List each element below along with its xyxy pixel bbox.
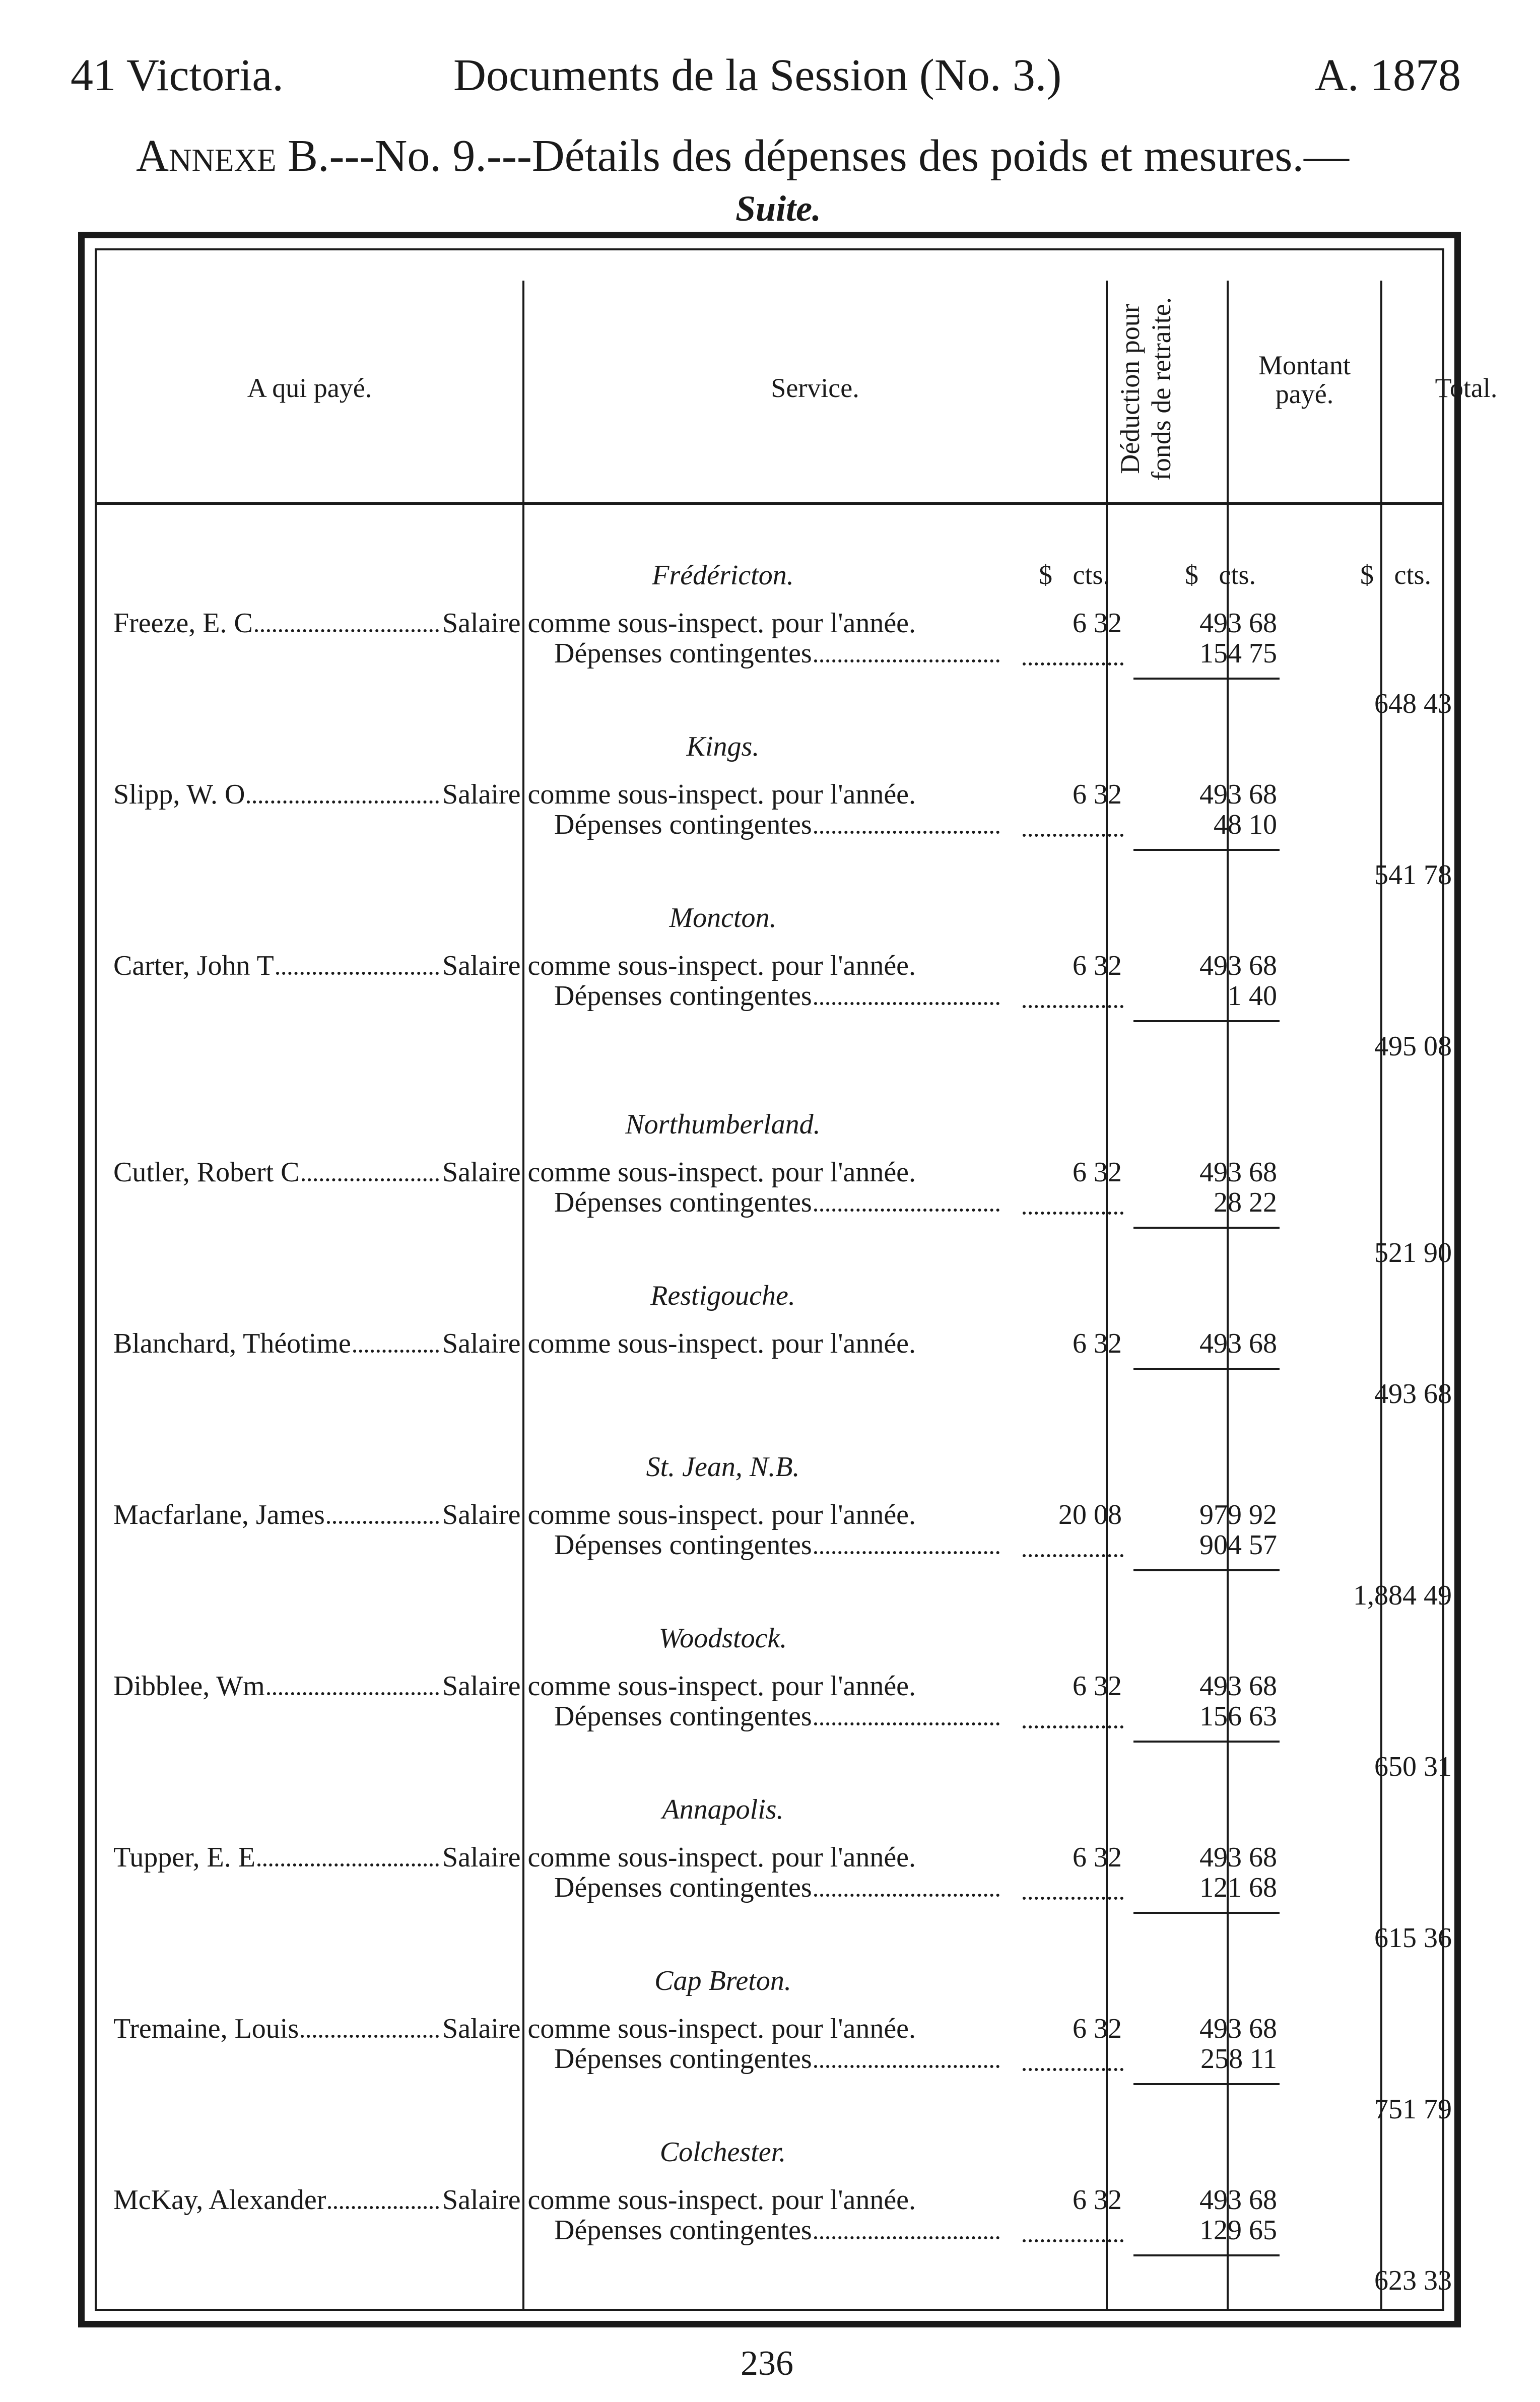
section-heading: St. Jean, N.B.	[646, 1451, 800, 1483]
service-description: Salaire comme sous-inspect. pour l'année.	[442, 1842, 916, 1873]
cents-label: cts.	[1394, 560, 1431, 590]
leader-dots	[353, 1327, 439, 1353]
total-amount: 615 36	[1374, 1922, 1452, 1954]
service-description: Salaire comme sous-inspect. pour l'année.	[442, 1157, 916, 1188]
deduction-amount: 6 32	[1073, 779, 1122, 810]
deduction-blank	[1023, 637, 1123, 665]
sum-rule	[1133, 1741, 1280, 1743]
col-head-montant-line2: payé.	[1275, 378, 1334, 409]
contingent-label	[554, 980, 1001, 1012]
header-rule	[97, 502, 1442, 505]
payee-name-text: Dibblee, Wm	[113, 1671, 265, 1702]
deduction-blank	[1023, 1872, 1123, 1900]
leader-dots	[247, 778, 439, 804]
sum-rule	[1133, 1368, 1280, 1370]
leader-dots	[814, 809, 999, 834]
leader-dots	[276, 950, 439, 975]
section-heading: Kings.	[686, 731, 760, 762]
section-heading: Frédéricton.	[652, 560, 794, 591]
total-amount: 521 90	[1374, 1237, 1452, 1269]
contingent-label	[554, 2043, 1001, 2075]
contingent-label	[554, 1529, 1001, 1561]
contingent-label	[554, 809, 1001, 841]
contingent-label-text: Dépenses contingentes	[554, 2215, 812, 2246]
service-description: Salaire comme sous-inspect. pour l'année.	[442, 2184, 916, 2216]
contingent-amount: 129 65	[1199, 2215, 1277, 2246]
payee-name-text: Tremaine, Louis	[113, 2013, 299, 2044]
total-amount: 493 68	[1374, 1378, 1452, 1410]
col-head-service: Service.	[771, 373, 859, 403]
deduction-amount: 6 32	[1073, 2184, 1122, 2216]
section-heading: Restigouche.	[650, 1280, 795, 1311]
payee-name	[113, 1156, 441, 1188]
title-text: B.---No. 9.---Détails des dépenses des poids et mesures.—	[287, 131, 1349, 181]
payee-name-text: Macfarlane, James	[113, 1499, 325, 1530]
units-montant	[1185, 559, 1256, 590]
cents-label: cts.	[1073, 560, 1110, 590]
section-heading: Cap Breton.	[654, 1965, 791, 1996]
leader-dots	[814, 2214, 999, 2239]
contingent-label-text: Dépenses contingentes	[554, 1529, 812, 1561]
section-heading: Colchester.	[659, 2137, 786, 2168]
payee-name-text: Carter, John T	[113, 950, 274, 981]
salary-amount: 979 92	[1199, 1499, 1277, 1530]
contingent-label	[554, 1872, 1001, 1904]
payee-name-text: Blanchard, Théotime	[113, 1328, 351, 1359]
service-description: Salaire comme sous-inspect. pour l'année.	[442, 2013, 916, 2044]
service-description: Salaire comme sous-inspect. pour l'année.	[442, 950, 916, 981]
leader-dots	[257, 1841, 439, 1866]
service-description: Salaire comme sous-inspect. pour l'année.	[442, 1328, 916, 1359]
payee-name	[113, 1841, 441, 1874]
contingent-amount: 28 22	[1214, 1187, 1277, 1218]
sum-rule	[1133, 849, 1280, 851]
leader-dots	[328, 2184, 439, 2209]
sum-rule	[1133, 1569, 1280, 1571]
col-head-total: Total.	[1435, 373, 1498, 403]
contingent-amount: 154 75	[1199, 638, 1277, 669]
total-amount: 648 43	[1374, 688, 1452, 719]
deduction-amount: 6 32	[1073, 1671, 1122, 1702]
col-head-montant	[1229, 351, 1380, 408]
deduction-amount: 6 32	[1073, 950, 1122, 981]
payee-name	[113, 2013, 441, 2045]
col-head-payee: A qui payé.	[247, 373, 372, 403]
deduction-amount: 6 32	[1073, 1328, 1122, 1359]
sum-rule	[1133, 1020, 1280, 1022]
deduction-amount: 6 32	[1073, 2013, 1122, 2044]
total-amount: 495 08	[1374, 1031, 1452, 1062]
col-head-deduction-line2: fonds de retraite.	[1146, 297, 1177, 481]
page-number: 236	[741, 2344, 793, 2383]
units-total	[1360, 559, 1431, 590]
section-heading: Moncton.	[669, 902, 777, 933]
leader-dots	[814, 1186, 999, 1212]
contingent-label	[554, 1700, 1001, 1732]
service-description: Salaire comme sous-inspect. pour l'année.	[442, 1671, 916, 1702]
payee-name	[113, 1670, 441, 1702]
deduction-amount: 20 08	[1058, 1499, 1122, 1530]
contingent-label	[554, 1186, 1001, 1219]
service-description: Salaire comme sous-inspect. pour l'année.	[442, 608, 916, 639]
deduction-blank	[1023, 2043, 1123, 2071]
total-amount: 650 31	[1374, 1751, 1452, 1782]
salary-amount: 493 68	[1199, 950, 1277, 981]
leader-dots	[814, 1529, 999, 1554]
leader-dots	[302, 1156, 439, 1181]
service-description: Salaire comme sous-inspect. pour l'année.	[442, 779, 916, 810]
deduction-amount: 6 32	[1073, 1157, 1122, 1188]
leader-dots	[267, 1670, 439, 1695]
salary-amount: 493 68	[1199, 2013, 1277, 2044]
deduction-blank	[1023, 1186, 1123, 1215]
deduction-amount: 6 32	[1073, 608, 1122, 639]
contingent-label-text: Dépenses contingentes	[554, 1701, 812, 1732]
payee-name-text: Tupper, E. E	[113, 1842, 255, 1873]
deduction-blank	[1023, 980, 1123, 1008]
sum-rule	[1133, 2254, 1280, 2256]
deduction-blank	[1023, 1529, 1123, 1557]
sum-rule	[1133, 1227, 1280, 1229]
contingent-label	[554, 2214, 1001, 2246]
section-heading: Northumberland.	[625, 1109, 821, 1140]
payee-name	[113, 1499, 441, 1531]
contingent-label-text: Dépenses contingentes	[554, 980, 812, 1012]
col-head-montant-line1: Montant	[1258, 350, 1351, 380]
service-description: Salaire comme sous-inspect. pour l'année.	[442, 1499, 916, 1530]
salary-amount: 493 68	[1199, 779, 1277, 810]
title-suite: Suite.	[735, 188, 822, 229]
deduction-amount: 6 32	[1073, 1842, 1122, 1873]
leader-dots	[255, 607, 439, 632]
leader-dots	[814, 980, 999, 1005]
total-amount: 751 79	[1374, 2094, 1452, 2125]
cents-label: cts.	[1219, 560, 1256, 590]
leader-dots	[814, 637, 999, 662]
deduction-blank	[1023, 2214, 1123, 2242]
contingent-amount: 48 10	[1214, 809, 1277, 840]
total-amount: 541 78	[1374, 859, 1452, 891]
section-heading: Woodstock.	[658, 1623, 787, 1654]
contingent-label-text: Dépenses contingentes	[554, 1872, 812, 1903]
dollar-sign: $	[1360, 560, 1374, 590]
payee-name	[113, 2184, 441, 2216]
contingent-amount: 904 57	[1199, 1529, 1277, 1561]
contingent-amount: 121 68	[1199, 1872, 1277, 1903]
units-deduction	[1039, 559, 1110, 590]
contingent-label-text: Dépenses contingentes	[554, 638, 812, 669]
sum-rule	[1133, 678, 1280, 680]
section-heading: Annapolis.	[662, 1794, 784, 1825]
title-annexe: Annexe	[136, 131, 277, 181]
total-amount: 1,884 49	[1353, 1580, 1452, 1611]
payee-name-text: McKay, Alexander	[113, 2184, 326, 2216]
leader-dots	[814, 2043, 999, 2068]
contingent-label	[554, 637, 1001, 670]
leader-dots	[814, 1872, 999, 1897]
leader-dots	[814, 1700, 999, 1725]
salary-amount: 493 68	[1199, 1328, 1277, 1359]
payee-name	[113, 950, 441, 982]
dollar-sign: $	[1185, 560, 1198, 590]
header-left: 41 Victoria.	[71, 50, 284, 100]
payee-name	[113, 607, 441, 639]
sum-rule	[1133, 1912, 1280, 1914]
page-title	[136, 131, 1349, 181]
salary-amount: 493 68	[1199, 1157, 1277, 1188]
header-center: Documents de la Session (No. 3.)	[453, 50, 1062, 100]
salary-amount: 493 68	[1199, 2184, 1277, 2216]
sum-rule	[1133, 2083, 1280, 2085]
salary-amount: 493 68	[1199, 608, 1277, 639]
salary-amount: 493 68	[1199, 1671, 1277, 1702]
total-amount: 623 33	[1374, 2265, 1452, 2296]
contingent-amount: 156 63	[1199, 1701, 1277, 1732]
contingent-amount: 1 40	[1228, 980, 1277, 1012]
payee-name-text: Cutler, Robert C	[113, 1157, 300, 1188]
contingent-label-text: Dépenses contingentes	[554, 2043, 812, 2075]
contingent-label-text: Dépenses contingentes	[554, 809, 812, 840]
col-head-deduction-line1: Déduction pour	[1115, 304, 1145, 474]
header-right: A. 1878	[1315, 50, 1461, 100]
col-head-deduction	[1114, 276, 1177, 502]
contingent-label-text: Dépenses contingentes	[554, 1187, 812, 1218]
leader-dots	[301, 2013, 439, 2038]
deduction-blank	[1023, 809, 1123, 837]
payee-name	[113, 778, 441, 811]
payee-name-text: Freeze, E. C	[113, 608, 253, 639]
leader-dots	[327, 1499, 439, 1524]
payee-name	[113, 1327, 441, 1360]
contingent-amount: 258 11	[1200, 2043, 1277, 2075]
salary-amount: 493 68	[1199, 1842, 1277, 1873]
dollar-sign: $	[1039, 560, 1052, 590]
payee-name-text: Slipp, W. O	[113, 779, 245, 810]
deduction-blank	[1023, 1700, 1123, 1728]
